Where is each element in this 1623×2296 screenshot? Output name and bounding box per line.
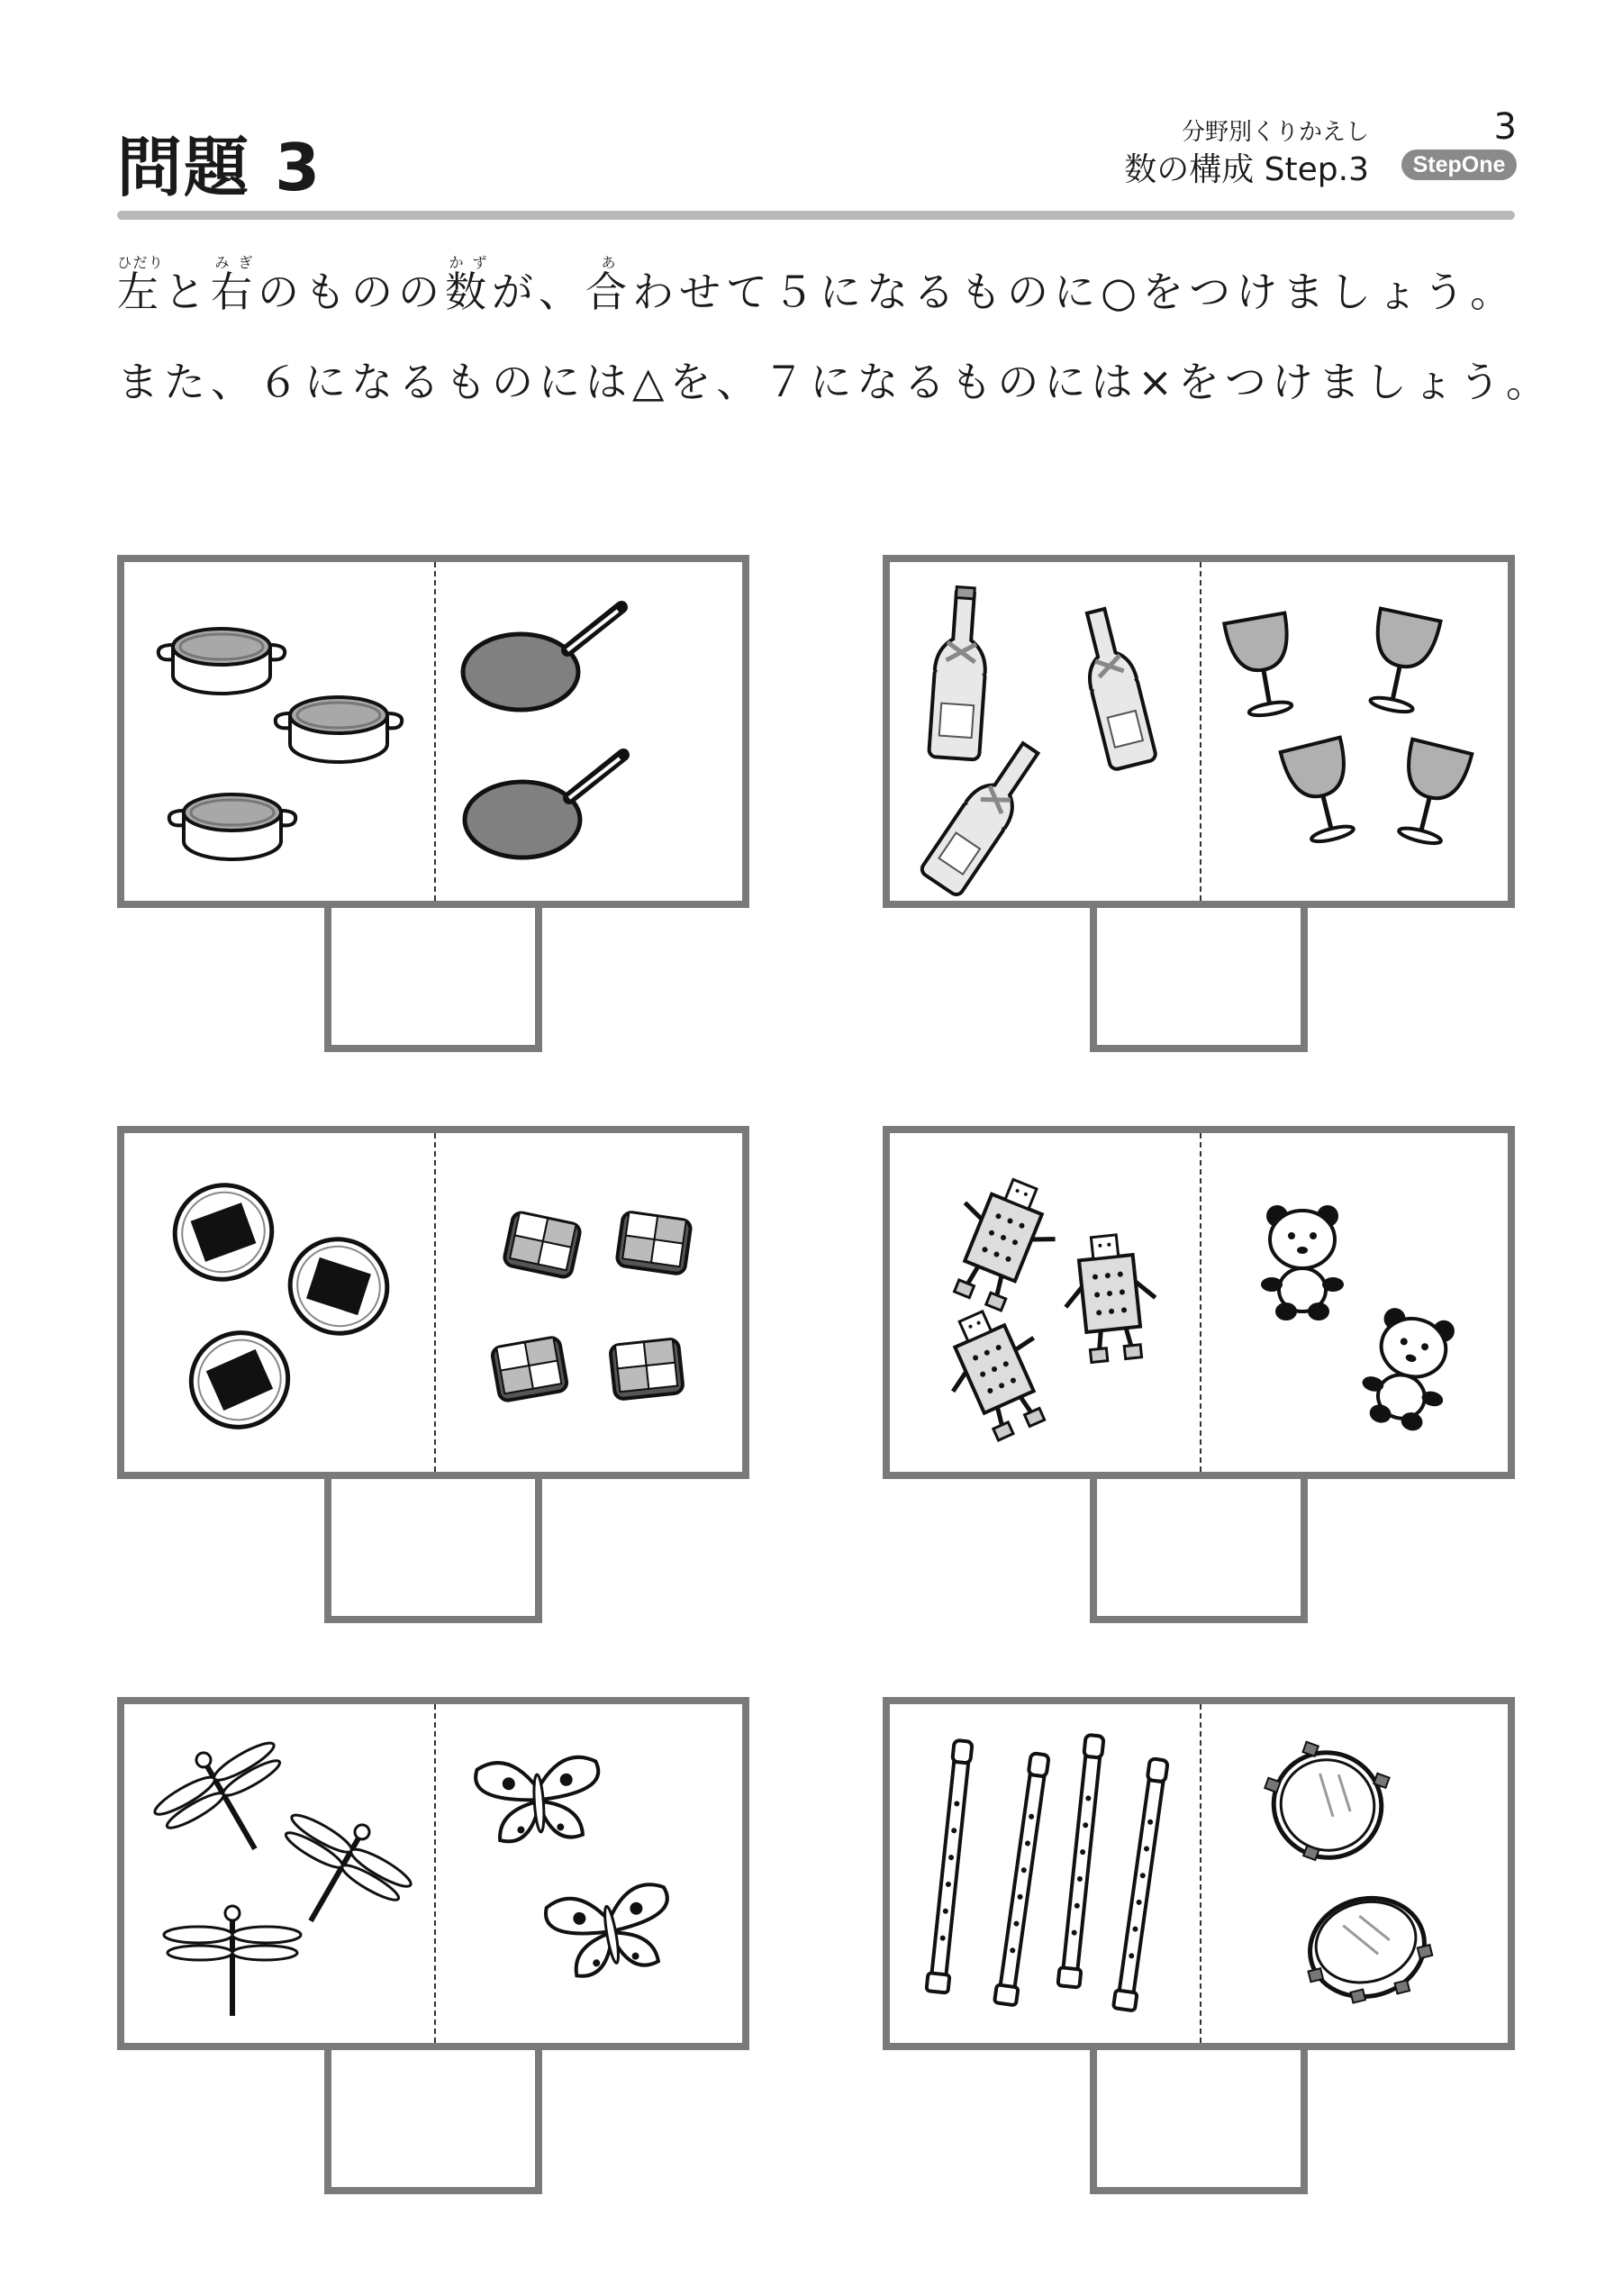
tambourine-icon (1294, 1885, 1439, 2013)
answer-box[interactable] (1090, 908, 1308, 1052)
pot-icon (169, 794, 295, 859)
recorder-icon (1057, 1735, 1105, 1988)
subject-label: 数の構成 Step.3 (1124, 151, 1369, 188)
instruction-line-1: 左ひだりと右みぎのものの数かずが、合あわせて５になるものに○をつけましょう。 (117, 254, 1518, 316)
answer-box[interactable] (324, 908, 542, 1052)
frying-pan-icon (463, 607, 621, 710)
wine-bottle-icon (1073, 605, 1156, 770)
problem-card-crackers-cookies (117, 1126, 749, 1479)
page-title: 問題 3 (117, 130, 322, 205)
robot-icon (932, 1166, 1070, 1319)
dragonfly-icon (164, 1906, 301, 2016)
frying-pan-icon (465, 755, 623, 858)
checkered-cookie-icon (610, 1339, 684, 1400)
robot-icon (928, 1297, 1065, 1449)
checkered-cookie-icon (503, 1212, 582, 1278)
recorder-icon (1113, 1758, 1170, 2011)
series-label: 分野別くりかえし (1181, 119, 1369, 146)
answer-box[interactable] (1090, 2050, 1308, 2194)
problem-card-pots-pans (117, 555, 749, 908)
teddy-bear-icon (1261, 1205, 1344, 1320)
dragonfly-icon (141, 1720, 314, 1883)
stepone-logo: StepOne (1401, 150, 1517, 180)
checkered-cookie-icon (616, 1212, 692, 1275)
recorder-icon (926, 1740, 974, 1993)
wine-glass-icon (1281, 738, 1364, 847)
wine-bottle-icon (920, 735, 1050, 897)
answer-box[interactable] (1090, 1479, 1308, 1623)
wine-glass-icon (1224, 613, 1301, 720)
butterfly-icon (475, 1756, 603, 1843)
wine-bottle-icon (929, 585, 991, 759)
problem-card-recorders-tambourines (883, 1697, 1515, 2050)
header-rule (117, 211, 1515, 220)
teddy-bear-icon (1354, 1304, 1462, 1436)
rice-cracker-icon (278, 1227, 400, 1346)
wine-glass-icon (1361, 609, 1441, 717)
butterfly-icon (544, 1882, 679, 1981)
robot-icon (1059, 1231, 1162, 1365)
problem-card-robots-bears (883, 1126, 1515, 1479)
rice-cracker-icon (161, 1172, 285, 1293)
pot-icon (159, 629, 285, 694)
recorder-icon (994, 1753, 1051, 2006)
pot-icon (276, 697, 402, 762)
wine-glass-icon (1389, 740, 1472, 849)
checkered-cookie-icon (491, 1337, 567, 1402)
tambourine-icon (1247, 1734, 1396, 1876)
problem-card-bottles-glasses (883, 555, 1515, 908)
rice-cracker-icon (177, 1318, 304, 1443)
instruction-line-2: また、６になるものには△を、７になるものには×をつけましょう。 (117, 358, 1553, 406)
page-number: 3 (1493, 106, 1517, 148)
answer-box[interactable] (324, 2050, 542, 2194)
problem-card-dragonflies-butterflies (117, 1697, 749, 2050)
answer-box[interactable] (324, 1479, 542, 1623)
